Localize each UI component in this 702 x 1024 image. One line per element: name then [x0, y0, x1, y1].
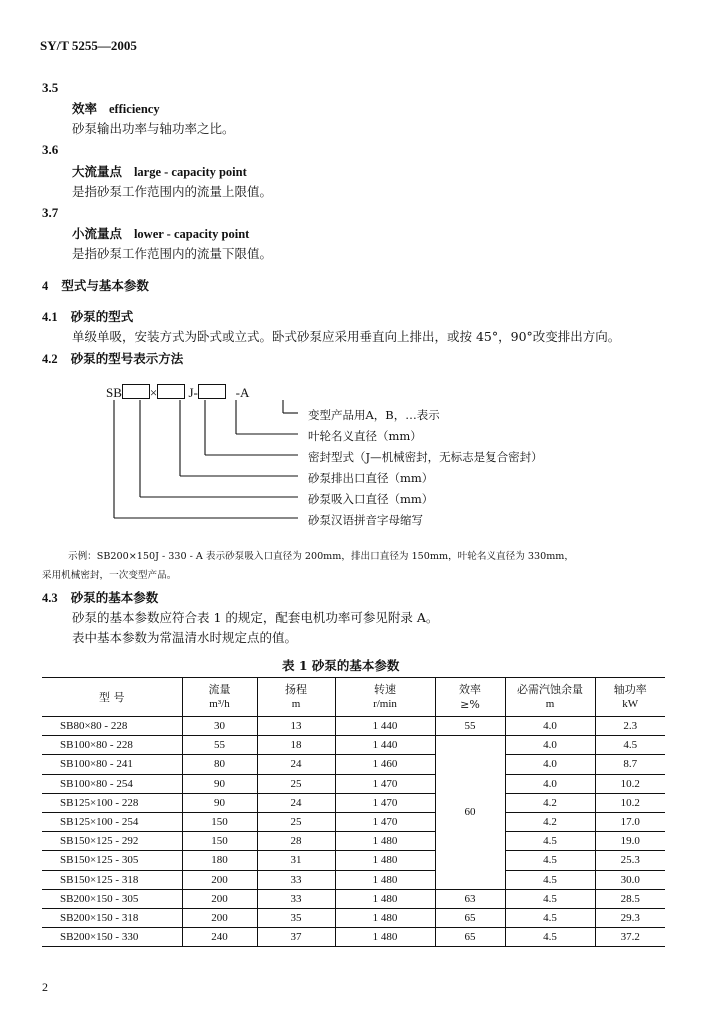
- table-cell: 1 480: [335, 908, 435, 927]
- table-cell: 1 440: [335, 717, 435, 736]
- table-cell: 24: [257, 793, 335, 812]
- example-line-2: 采用机械密封，一次变型产品。: [42, 570, 177, 581]
- table-cell: 10.2: [595, 793, 665, 812]
- term-en: efficiency: [108, 102, 160, 116]
- table-cell: 1 480: [335, 928, 435, 947]
- term-description: 砂泵输出功率与轴功率之比。: [72, 121, 235, 136]
- table-row: [42, 832, 665, 851]
- section-number-3-7: 3.7: [42, 205, 59, 220]
- standard-number: SY/T 5255—2005: [40, 38, 137, 53]
- header-text: m: [545, 698, 555, 710]
- table-cell: 80: [182, 755, 257, 774]
- table-cell: SB200×150 - 330: [42, 928, 182, 947]
- section-title: 砂泵的基本参数: [70, 590, 159, 605]
- table-row: [42, 889, 665, 908]
- table-cell: SB200×150 - 305: [42, 889, 182, 908]
- header-speed: [335, 678, 435, 717]
- table-cell: 1 480: [335, 870, 435, 889]
- table-cell: 4.0: [505, 755, 595, 774]
- header-head: [257, 678, 335, 717]
- table-cell: 4.5: [505, 928, 595, 947]
- section-4-3-para-1: 砂泵的基本参数应符合表 1 的规定，配套电机功率可参见附录 A。: [72, 610, 439, 625]
- table-row: [42, 755, 665, 774]
- legend-item-outlet: 砂泵排出口直径（mm）: [308, 471, 434, 485]
- times-sign: ×: [149, 385, 158, 400]
- table-cell: 29.3: [595, 908, 665, 927]
- table-row: [42, 736, 665, 755]
- table-cell: 180: [182, 851, 257, 870]
- table-row: [42, 812, 665, 831]
- table-row: [42, 908, 665, 927]
- table-cell: 4.5: [505, 889, 595, 908]
- table-cell: 90: [182, 774, 257, 793]
- term-en: large - capacity point: [133, 165, 247, 179]
- table-cell: 55: [435, 717, 505, 736]
- table-row: [42, 870, 665, 889]
- table-cell: 30: [182, 717, 257, 736]
- table-header-row: [42, 678, 665, 717]
- table-cell: 1 480: [335, 832, 435, 851]
- term-cn: 小流量点: [72, 226, 123, 241]
- term-cn: 效率: [72, 101, 98, 116]
- table-cell: 4.2: [505, 793, 595, 812]
- table-cell: SB80×80 - 228: [42, 717, 182, 736]
- term-en: lower - capacity point: [133, 227, 250, 241]
- legend-item-variant: 变型产品用A，B，…表示: [308, 408, 440, 422]
- header-text: m³/h: [209, 698, 230, 710]
- header-text: m: [291, 698, 301, 710]
- table-row: [42, 928, 665, 947]
- term-cn: 大流量点: [72, 164, 123, 179]
- table-cell: 37.2: [595, 928, 665, 947]
- section-title: 砂泵的型号表示方法: [70, 351, 184, 366]
- table-cell: 90: [182, 793, 257, 812]
- table-cell: SB200×150 - 318: [42, 908, 182, 927]
- merged-efficiency-cell: 60: [435, 736, 505, 890]
- table-cell: SB100×80 - 228: [42, 736, 182, 755]
- legend-item-impeller: 叶轮名义直径（mm）: [308, 429, 422, 443]
- header-text: r/min: [373, 698, 397, 710]
- table-cell: 200: [182, 889, 257, 908]
- header-npsh: [505, 678, 595, 717]
- table-cell: 55: [182, 736, 257, 755]
- table-cell: 4.0: [505, 774, 595, 793]
- header-text: 转速: [374, 683, 396, 696]
- designation-legend: [308, 405, 543, 531]
- table-cell: 4.5: [595, 736, 665, 755]
- header-model: 型 号: [99, 690, 125, 704]
- table-cell: 33: [257, 870, 335, 889]
- table-cell: 1 440: [335, 736, 435, 755]
- table-cell: 28.5: [595, 889, 665, 908]
- legend-item-abbreviation: 砂泵汉语拼音字母缩写: [308, 513, 423, 527]
- table-cell: SB100×80 - 241: [42, 755, 182, 774]
- term-description: 是指砂泵工作范围内的流量上限值。: [72, 184, 273, 199]
- table-cell: SB100×80 - 254: [42, 774, 182, 793]
- table-cell: 200: [182, 870, 257, 889]
- table-cell: 4.2: [505, 812, 595, 831]
- table-cell: 150: [182, 812, 257, 831]
- table-cell: 1 470: [335, 793, 435, 812]
- table-cell: 25: [257, 774, 335, 793]
- legend-item-seal: 密封型式（J—机械密封，无标志是复合密封）: [308, 450, 543, 464]
- table-cell: 1 470: [335, 812, 435, 831]
- example-line-1: 示例：SB200×150J - 330 - A 表示砂泵吸入口直径为 200mm，排出口直径为 150mm，叶轮名义直径为 330mm，: [68, 551, 574, 562]
- table-cell: SB150×125 - 305: [42, 851, 182, 870]
- table-cell: 33: [257, 889, 335, 908]
- table-cell: 4.0: [505, 717, 595, 736]
- designation-prefix: SB: [106, 385, 122, 400]
- table-cell: 19.0: [595, 832, 665, 851]
- section-4-3-para-2: 表中基本参数为常温清水时规定点的值。: [72, 630, 298, 645]
- table-cell: 17.0: [595, 812, 665, 831]
- table-cell: 65: [435, 908, 505, 927]
- table-cell: 8.7: [595, 755, 665, 774]
- chapter-number: 4: [42, 279, 49, 293]
- table-cell: 150: [182, 832, 257, 851]
- header-text: 流量: [208, 683, 231, 696]
- table-cell: 1 480: [335, 889, 435, 908]
- table-cell: 240: [182, 928, 257, 947]
- table-cell: SB150×125 - 292: [42, 832, 182, 851]
- section-number: 4.1: [42, 310, 58, 324]
- table-cell: 4.5: [505, 832, 595, 851]
- section-number: 4.3: [42, 591, 58, 605]
- section-title: 砂泵的型式: [70, 309, 134, 324]
- header-text: 扬程: [285, 683, 307, 696]
- table-cell: 4.5: [505, 851, 595, 870]
- legend-item-inlet: 砂泵吸入口直径（mm）: [308, 492, 434, 506]
- table-cell: 2.3: [595, 717, 665, 736]
- table-cell: 18: [257, 736, 335, 755]
- page-number: 2: [42, 980, 48, 994]
- chapter-title: 型式与基本参数: [61, 278, 149, 293]
- header-text: 效率: [459, 683, 481, 696]
- section-number: 4.2: [42, 352, 58, 366]
- table-cell: 63: [435, 889, 505, 908]
- table-cell: 28: [257, 832, 335, 851]
- seal-mark: J-: [188, 385, 198, 400]
- table-cell: SB150×125 - 318: [42, 870, 182, 889]
- table-row: [42, 793, 665, 812]
- section-4-3-heading: [42, 588, 158, 606]
- table-cell: 1 470: [335, 774, 435, 793]
- table-cell: 37: [257, 928, 335, 947]
- table-cell: SB125×100 - 228: [42, 793, 182, 812]
- header-text: 轴功率: [613, 683, 647, 696]
- table-cell: 31: [257, 851, 335, 870]
- table-row: [42, 774, 665, 793]
- header-shaft-power: [595, 678, 665, 717]
- table-cell: 13: [257, 717, 335, 736]
- table-cell: 200: [182, 908, 257, 927]
- basic-parameters-table: [42, 677, 665, 947]
- table-1-caption: 表 1 砂泵的基本参数: [282, 658, 400, 673]
- section-number-3-6: 3.6: [42, 142, 59, 157]
- header-text: kW: [622, 698, 639, 710]
- header-flow: [182, 678, 257, 717]
- table-cell: 4.5: [505, 908, 595, 927]
- table-cell: 4.0: [505, 736, 595, 755]
- header-text: ≥%: [460, 698, 480, 711]
- table-cell: SB125×100 - 254: [42, 812, 182, 831]
- table-row: [42, 851, 665, 870]
- table-cell: 1 460: [335, 755, 435, 774]
- term-description: 是指砂泵工作范围内的流量下限值。: [72, 246, 273, 261]
- section-number-3-5: 3.5: [42, 80, 59, 95]
- table-cell: 24: [257, 755, 335, 774]
- header-text: 必需汽蚀余量: [517, 683, 583, 696]
- header-efficiency: [435, 678, 505, 717]
- variant-suffix: -A: [235, 385, 250, 400]
- table-cell: 25: [257, 812, 335, 831]
- table-cell: 30.0: [595, 870, 665, 889]
- table-cell: 65: [435, 928, 505, 947]
- table-cell: 10.2: [595, 774, 665, 793]
- table-cell: 25.3: [595, 851, 665, 870]
- section-4-1-text: 单级单吸，安装方式为卧式或立式。卧式砂泵应采用垂直向上排出，或按 45°，90°改变排出方向。: [72, 329, 621, 344]
- table-cell: 1 480: [335, 851, 435, 870]
- table-cell: 35: [257, 908, 335, 927]
- table-cell: 4.5: [505, 870, 595, 889]
- table-row: [42, 717, 665, 736]
